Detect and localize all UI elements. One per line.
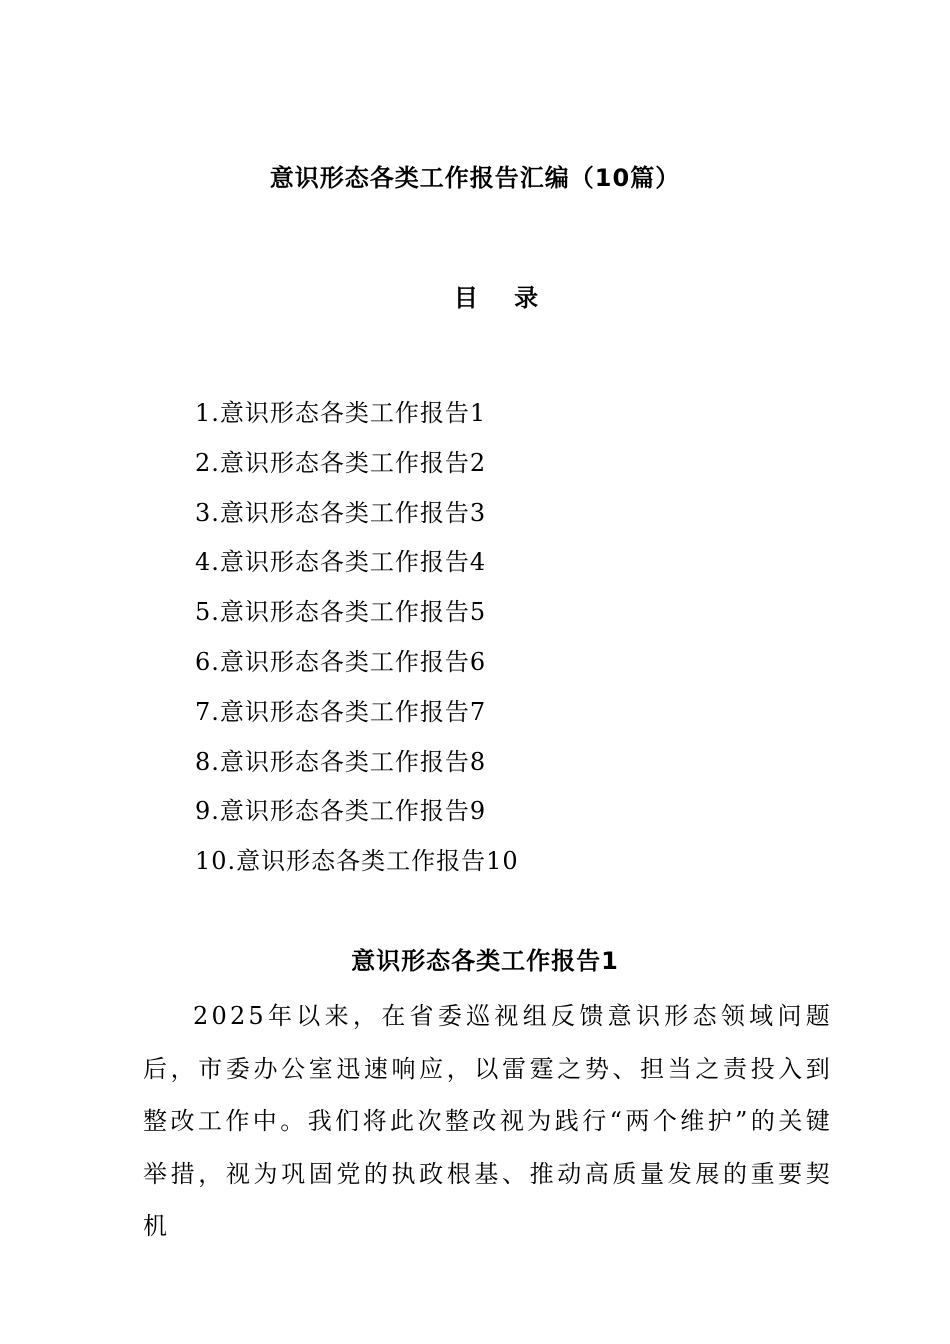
- body-paragraph: 2025年以来，在省委巡视组反馈意识形态领域问题后，市委办公室迅速响应，以雷霆之势、担当之责投入到整改工作中。我们将此次整改视为践行“两个维护”的关键举措，视为巩固党的执政根基、推动高质量发展的重要契机: [143, 1002, 833, 1240]
- toc-item[interactable]: 8.意识形态各类工作报告8: [195, 747, 487, 776]
- toc-item[interactable]: 1.意识形态各类工作报告1: [195, 399, 487, 427]
- toc-item[interactable]: 2.意识形态各类工作报告2: [195, 448, 487, 477]
- section-title: 意识形态各类工作报告1: [351, 947, 619, 975]
- toc-item[interactable]: 9.意识形态各类工作报告9: [195, 797, 487, 826]
- toc-list: [195, 395, 519, 893]
- document-title: 意识形态各类工作报告汇编（10篇）: [269, 164, 681, 192]
- toc-heading: 目 录: [453, 284, 553, 312]
- toc-item[interactable]: 6.意识形态各类工作报告6: [195, 647, 487, 676]
- toc-item[interactable]: 4.意识形态各类工作报告4: [195, 548, 487, 577]
- toc-item[interactable]: 3.意识形态各类工作报告3: [195, 498, 487, 527]
- toc-item[interactable]: 10.意识形态各类工作报告10: [195, 847, 519, 876]
- toc-item[interactable]: 7.意识形态各类工作报告7: [195, 697, 487, 726]
- toc-item[interactable]: 5.意识形态各类工作报告5: [195, 598, 487, 627]
